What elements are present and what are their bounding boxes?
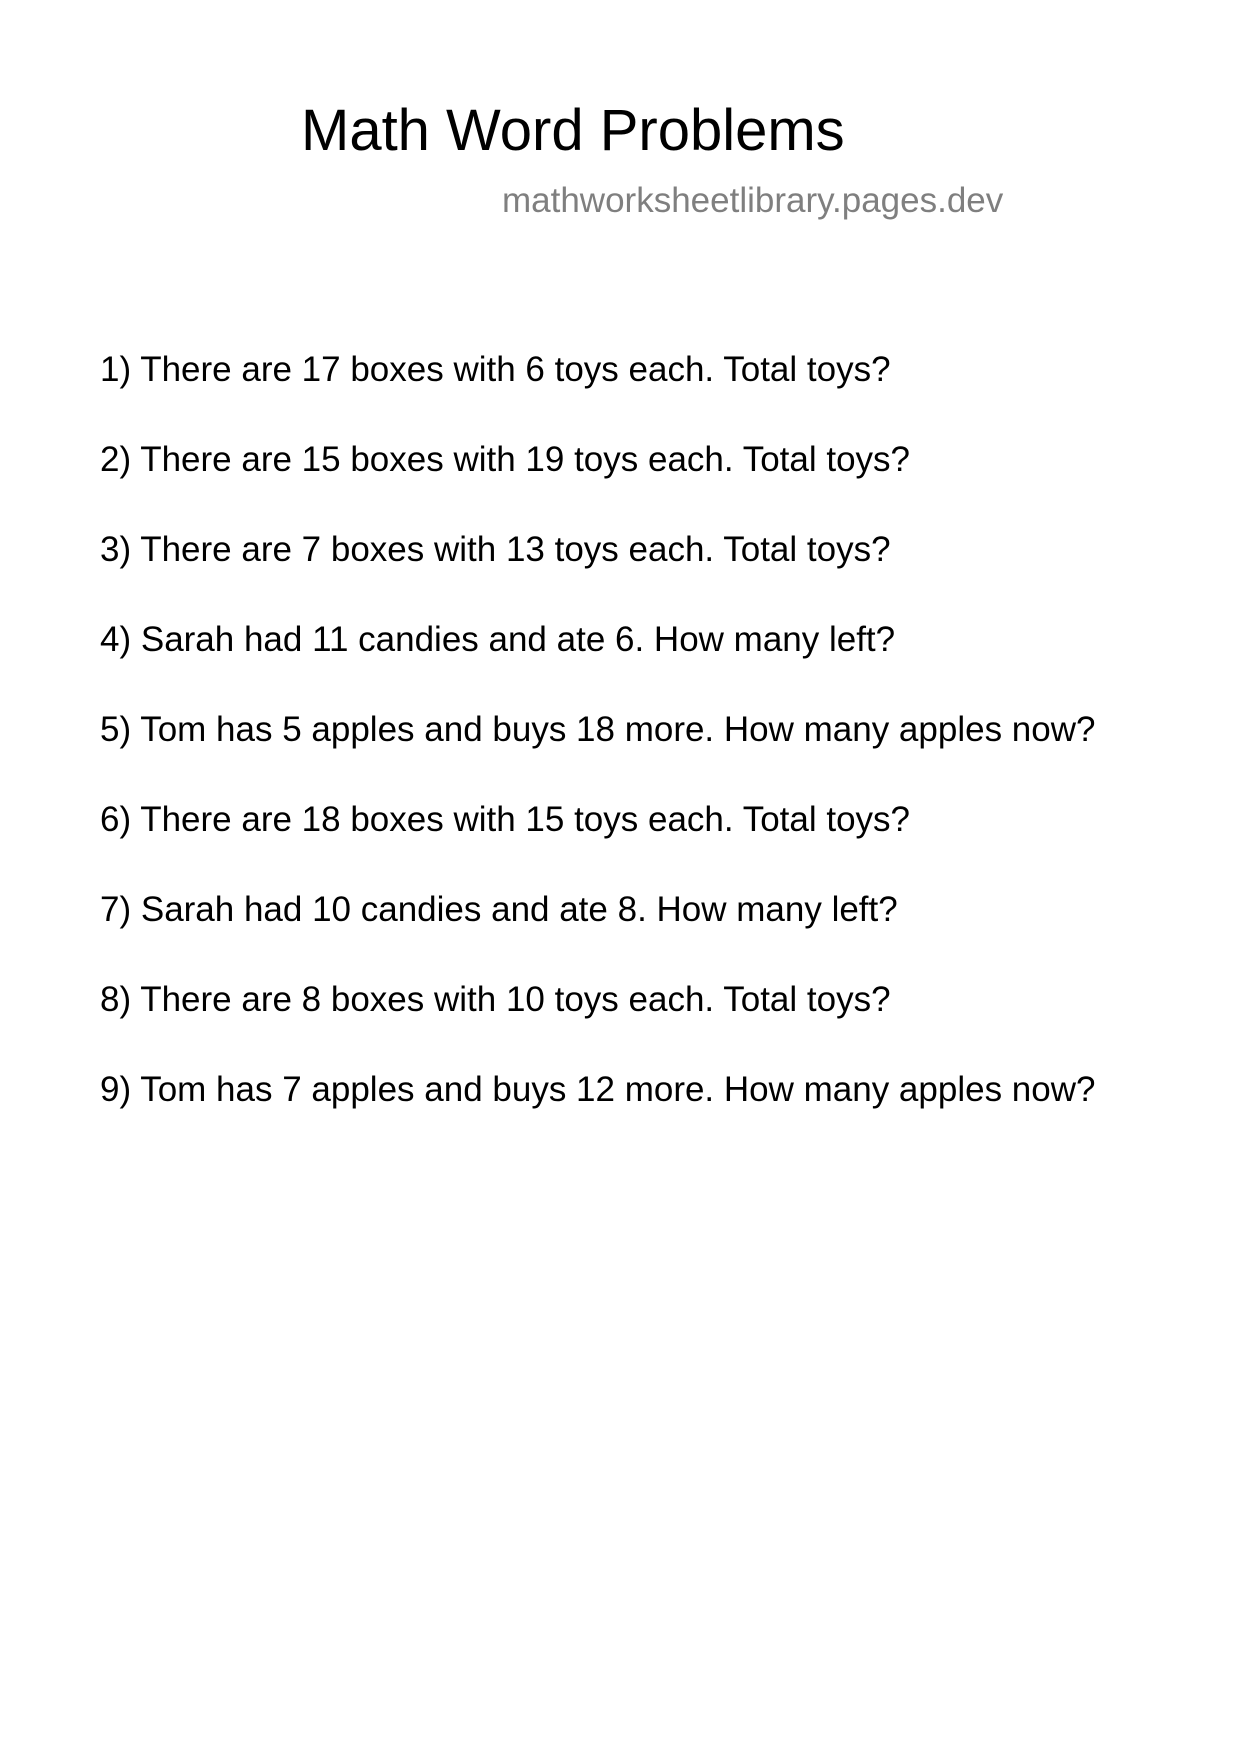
problem-list xyxy=(100,346,1095,1156)
page-title: Math Word Problems xyxy=(301,98,845,163)
problem-item-9: 9) Tom has 7 apples and buys 12 more. How many apples now? xyxy=(100,1070,1096,1109)
source-url: mathworksheetlibrary.pages.dev xyxy=(502,181,1004,220)
problem-item-7: 7) Sarah had 10 candies and ate 8. How many left? xyxy=(100,890,898,929)
problem-item-6: 6) There are 18 boxes with 15 toys each. Total toys? xyxy=(100,800,911,839)
problem-item-5: 5) Tom has 5 apples and buys 18 more. How many apples now? xyxy=(100,710,1096,749)
problem-item-1: 1) There are 17 boxes with 6 toys each. Total toys? xyxy=(100,350,891,389)
problem-item-4: 4) Sarah had 11 candies and ate 6. How many left? xyxy=(100,620,896,659)
problem-item-3: 3) There are 7 boxes with 13 toys each. Total toys? xyxy=(100,530,891,569)
problem-item-2: 2) There are 15 boxes with 19 toys each. Total toys? xyxy=(100,440,911,479)
problem-item-8: 8) There are 8 boxes with 10 toys each. Total toys? xyxy=(100,980,891,1019)
